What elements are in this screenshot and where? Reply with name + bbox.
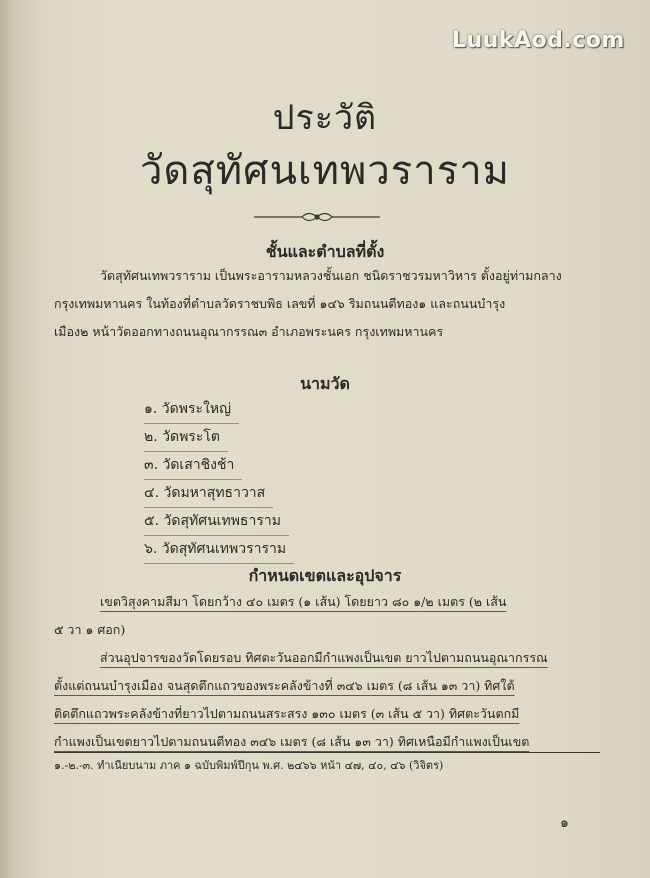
section-boundaries-text <box>54 588 614 756</box>
footnote-divider <box>54 752 600 753</box>
text-line: ติดตึกแถวพระคลังข้างที่ยาวไปตามถนนสระสรง ๑๓๐ เมตร (๓ เส้น ๕ วา) ทิศตะวันตกมี <box>54 706 520 721</box>
list-item: ๖. วัดสุทัศนเทพวราราม <box>144 536 294 564</box>
text-line: เขตวิสุงคามสีมา โดยกว้าง ๔๐ เมตร (๑ เส้น) โดยยาว ๘๐ ๑/๒ เมตร (๒ เส้น <box>100 594 507 609</box>
text-line: ส่วนอุปจารของวัดโดยรอบ ทิศตะวันออกมีกำแพงเป็นเขต ยาวไปตามถนนอุณากรรณ <box>100 650 548 665</box>
footnote: ๑.-๒.-๓. ทำเนียบนาม ภาค ๑ ฉบับพิมพ์ปีกุน พ.ศ. ๒๔๖๖ หน้า ๔๗, ๔๐, ๔๖ (วิจิตร) <box>54 759 444 772</box>
temple-names-list <box>144 396 294 564</box>
text-line: กำแพงเป็นเขตยาวไปตามถนนตีทอง ๓๔๖ เมตร (๘ เส้น ๑๓ วา) ทิศเหนือมีกำแพงเป็นเขต <box>54 734 530 749</box>
page-title-line2: วัดสุทัศนเทพวราราม <box>139 148 511 194</box>
text-line: ตั้งแต่ถนนบำรุงเมือง จนสุดตึกแถวของพระคลังข้างที่ ๓๔๖ เมตร (๘ เส้น ๑๓ วา) ทิศใต้ <box>54 678 515 693</box>
list-item: ๓. วัดเสาชิงช้า <box>144 452 242 480</box>
list-item: ๕. วัดสุทัศนเทพธาราม <box>144 508 289 536</box>
section-heading-names: นามวัด <box>300 374 350 393</box>
section-heading-boundaries: กำหนดเขตและอุปจาร <box>248 566 402 585</box>
watermark: LuukAod.com <box>452 28 625 53</box>
list-item: ๑. วัดพระใหญ่ <box>144 396 239 424</box>
section-location-text <box>54 262 614 346</box>
ornament-divider-icon <box>252 208 382 226</box>
page-number: ๑ <box>560 815 569 831</box>
text-line: วัดสุทัศนเทพวราราม เป็นพระอารามหลวงชั้นเอก ชนิดราชวรมหาวิหาร ตั้งอยู่ท่ามกลาง <box>100 268 562 283</box>
list-item: ๒. วัดพระโต <box>144 424 228 452</box>
section-heading-location: ชั้นและตำบลที่ตั้ง <box>265 242 385 261</box>
text-line: กรุงเทพมหานคร ในท้องที่ตำบลวัดราชบพิธ เลขที่ ๑๔๖ ริมถนนตีทอง๑ และถนนบำรุง <box>54 296 506 311</box>
text-line: เมือง๒ หน้าวัดออกทางถนนอุณากรรณ๓ อำเภอพระนคร กรุงเทพมหานคร <box>54 324 444 339</box>
list-item: ๔. วัดมหาสุทธาวาส <box>144 480 273 508</box>
text-line: ๕ วา ๑ ศอก) <box>54 622 126 637</box>
page-title-line1: ประวัติ <box>272 98 378 138</box>
